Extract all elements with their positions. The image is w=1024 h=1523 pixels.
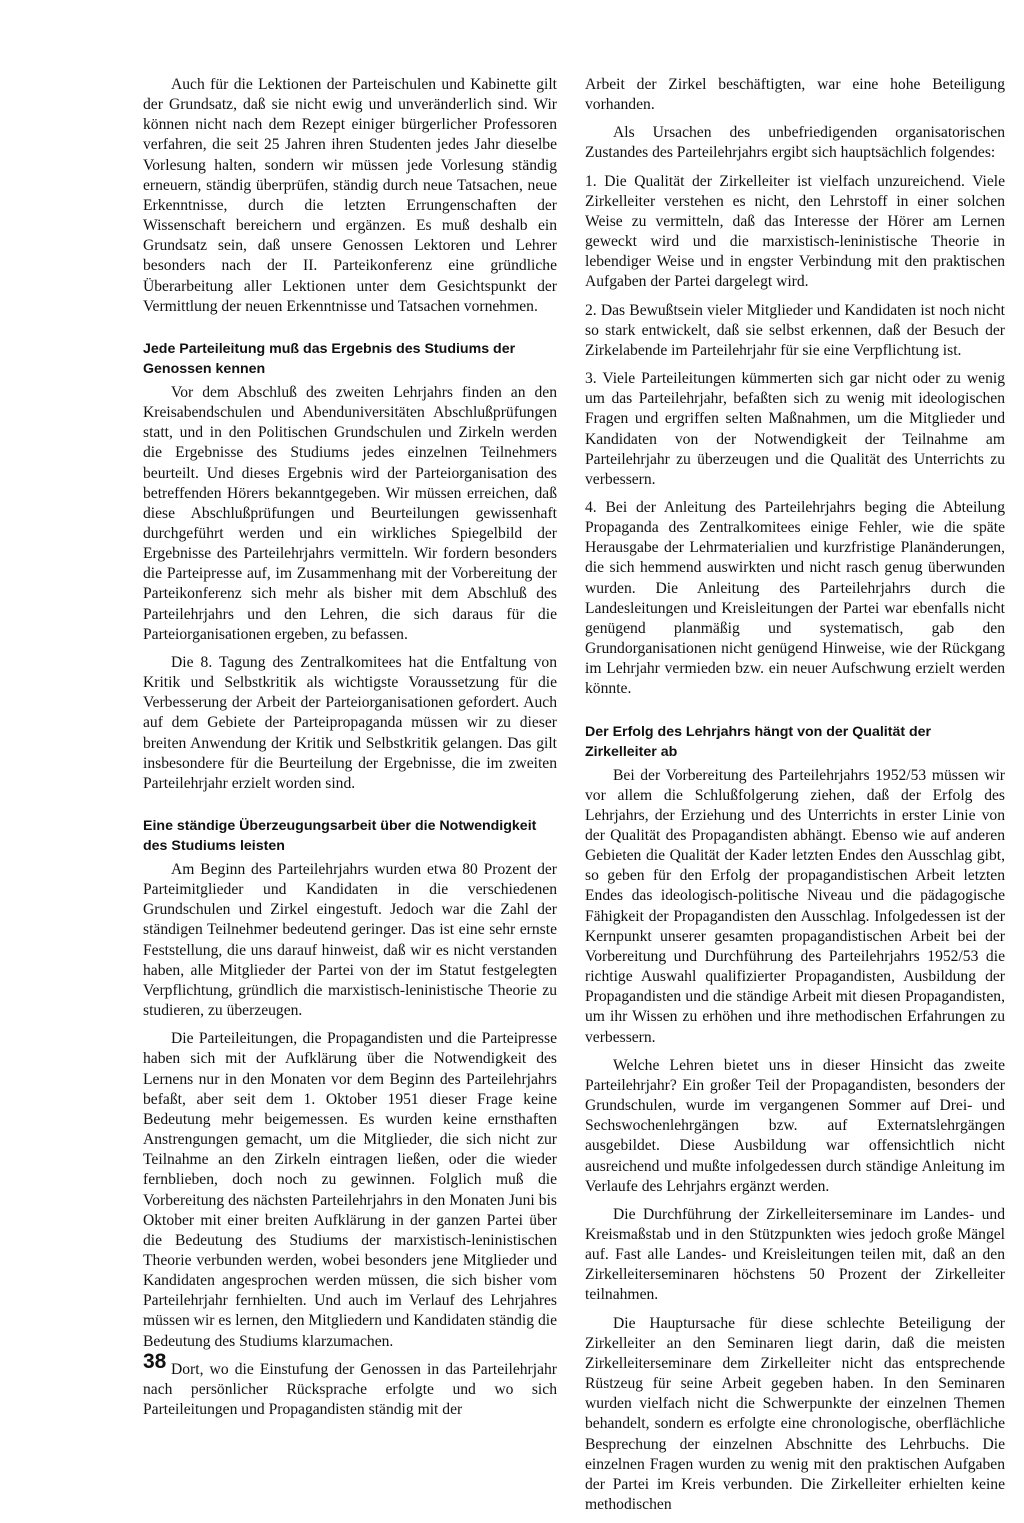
paragraph: Die 8. Tagung des Zentralkomitees hat die Entfaltung von Kritik und Selbstkritik als wichtigste Voraussetzung für die Verbesserung der Arbeit der Parteiorganisationen gefordert. Auch auf dem Gebiete der Parteipropaganda müssen wir zu dieser breiten Anwendung der Kritik und Selbstkritik gelangen. Das gilt insbesondere für die Beurteilung der Ergebnisse, die im zweiten Parteilehrjahr erzielt worden sind. bbox=[143, 653, 557, 792]
paragraph: Die Hauptursache für diese schlechte Beteiligung der Zirkelleiter an den Seminaren liegt darin, daß die meisten Zirkelleiterseminare dem Zirkelleiter nicht das entsprechende Rüstzeug für seine Arbeit gegeben haben. In den Seminaren wurden vielfach nicht die Schwerpunkte der einzelnen Themen behandelt, sondern es erfolgte eine chronologische, oberflächliche Besprechung der einzelnen Abschnitte des Lehrbuchs. Die einzelnen Fragen wurden zu wenig mit den praktischen Aufgaben der Partei im Kreis verbunden. Die Zirkelleiter erhielten keine methodischen bbox=[585, 1314, 1005, 1513]
paragraph: Welche Lehren bietet uns in dieser Hinsicht das zweite Parteilehrjahr? Ein großer Teil der Propagandisten, besonders der Grundschulen, wurde im vergangenen Sommer auf Drei- und Sechswochenlehrgängen bzw. auf Externatslehrgängen ausgebildet. Diese Ausbildung war offensichtlich nicht ausreichend und mußte infolgedessen durch ständige Anleitung im Verlaufe des Lehrjahrs ergänzt werden. bbox=[585, 1056, 1005, 1195]
list-item: 4. Bei der Anleitung des Parteilehrjahrs beging die Abteilung Propaganda des Zentralkomitees einige Fehler, wie die späte Herausgabe der Lehrmaterialien und kurzfristige Planänderungen, die sich hemmend auswirkten und nicht rasch genug überwunden wurden. Die Anleitung des Parteilehrjahrs durch die Landesleitungen und Kreisleitungen der Partei war ebenfalls nicht genügend planmäßig und systematisch, gab den Grundorganisationen nicht genügend Hinweise, wie der Rückgang im Lehrjahr vermieden bzw. ein neuer Aufschwung erzielt werden könnte. bbox=[585, 498, 1005, 698]
paragraph: Bei der Vorbereitung des Parteilehrjahrs 1952/53 müssen wir vor allem die Schlußfolgerung ziehen, daß der Erfolg des Lehrjahrs, der Erziehung und des Unterrichts in erster Linie von der Qualität des Propagandisten abhängt. Ebenso wie auf anderen Gebieten die Qualität der Kader letzten Endes den Ausschlag gibt, so geben für den Erfolg der propagandistischen Arbeit letzten Endes das ideologisch-politische Niveau und die pädagogische Fähigkeit der Propagandisten den Ausschlag. Infolgedessen ist der Kernpunkt unserer gesamten propagandistischen Arbeit bei der Vorbereitung und Durchführung des Parteilehrjahrs 1952/53 die richtige Auswahl qualifizierter Propagandisten, Ausbildung der Propagandisten und die ständige Arbeit mit diesen Propagandisten, um ihr Wissen zu erhöhen und ihre methodischen Erfahrungen zu verbessern. bbox=[585, 766, 1005, 1046]
paragraph: Vor dem Abschluß des zweiten Lehrjahrs finden an den Kreisabendschulen und Abenduniversitäten Abschlußprüfungen statt, und in den Politischen Grundschulen und Zirkeln werden die Ergebnisse des Studiums jedes einzelnen Teilnehmers beurteilt. Und dieses Ergebnis wird der Parteiorganisation des betreffenden Hörers bekanntgegeben. Wir müssen erreichen, daß diese Abschlußprüfungen und Beurteilungen gewissenhaft durchgeführt werden und ein wirkliches Spiegelbild der Ergebnisse des Parteilehrjahrs vermitteln. Wir fordern besonders die Parteipresse auf, im Zusammenhang mit der Vorbereitung der Parteikonferenz sich mehr als bisher mit dem Abschluß des Parteilehrjahrs und den Lehren, die sich daraus für die Parteiorganisationen ergeben, zu befassen. bbox=[143, 383, 557, 643]
paragraph: Arbeit der Zirkel beschäftigten, war eine hohe Beteiligung vorhanden. bbox=[585, 76, 1005, 114]
paragraph: Die Parteileitungen, die Propagandisten und die Parteipresse haben sich mit der Aufklärung über die Notwendigkeit des Lernens nur in den Monaten vor dem Beginn des Parteilehrjahrs befaßt, aber seit dem 1. Oktober 1951 dieser Frage keine Bedeutung mehr beigemessen. Es wurden keine ernsthaften Anstrengungen gemacht, um die Mitglieder, die sich nicht zur Teilnahme an den Zirkeln eintragen ließen, oder die wieder fernblieben, doch noch zu gewinnen. Folglich muß die Vorbereitung des nächsten Parteilehrjahrs in den Monaten Juni bis Oktober mit einer breiten Aufklärung in der ganzen Partei über die Bedeutung des Studiums der marxistisch-leninistischen Theorie verbunden werden, wobei besonders jene Mitglieder und Kandidaten angesprochen werden müssen, die sich bisher vom Parteilehrjahr fernhielten. Und auch im Verlauf des Lehrjahres müssen wir es lernen, den Mitgliedern und Kandidaten ständig die Bedeutung des Studiums klarzumachen. bbox=[143, 1030, 558, 1350]
list-item: 3. Viele Parteileitungen kümmerten sich gar nicht oder zu wenig um das Parteilehrjahr, befaßten sich zu wenig mit ideologischen Fragen und ergriffen selten Maßnahmen, um die Mitglieder und Kandidaten von der Notwendigkeit der Teilnahme am Parteilehrjahr zu überzeugen und die Qualität des Unterrichts zu verbessern. bbox=[585, 370, 1005, 488]
paragraph: Die Durchführung der Zirkelleiterseminare im Landes- und Kreismaßstab und in den Stützpunkten wies jedoch große Mängel auf. Fast alle Landes- und Kreisleitungen teilen mit, daß an den Zirkelleiterseminaren höchstens 50 Prozent der Zirkelleiter teilnahmen. bbox=[585, 1205, 1005, 1304]
section-heading: Jede Parteileitung muß das Ergebnis des Studiums der Genossen kennen bbox=[143, 340, 516, 377]
list-item: 2. Das Bewußtsein vieler Mitglieder und Kandidaten ist noch nicht so stark entwickelt, daß sie selbst erkennen, daß der Besuch der Zirkelabende im Parteilehrjahr für sie eine Verpflichtung ist. bbox=[585, 301, 1005, 359]
section-heading: Der Erfolg des Lehrjahrs hängt von der Qualität der Zirkelleiter ab bbox=[585, 723, 932, 760]
paragraph: Als Ursachen des unbefriedigenden organisatorischen Zustandes des Parteilehrjahrs ergibt sich hauptsächlich folgendes: bbox=[585, 124, 1005, 162]
page-number: 38 bbox=[143, 1350, 167, 1373]
right-column bbox=[585, 75, 1005, 1523]
paragraph: Dort, wo die Einstufung der Genossen in das Parteilehrjahr nach persönlicher Rücksprache erfolgte und wo sich Parteileitungen und Propagandisten ständig mit der bbox=[143, 1360, 557, 1419]
list-item: 1. Die Qualität der Zirkelleiter ist vielfach unzureichend. Viele Zirkelleiter verstehen es nicht, den Lehrstoff in einer solchen Weise zu vermitteln, daß das Interesse der Hörer am Lernen geweckt wird und die marxistisch-leninistische Theorie in lebendiger Weise und in engster Verbindung mit den praktischen Aufgaben der Partei dargelegt wird. bbox=[585, 172, 1005, 291]
left-column bbox=[143, 75, 557, 1428]
section-heading: Eine ständige Überzeugungsarbeit über die Notwendigkeit des Studiums leisten bbox=[143, 818, 537, 854]
paragraph: Auch für die Lektionen der Parteischulen und Kabinette gilt der Grundsatz, daß sie nicht ewig und unveränderlich sind. Wir können nicht nach dem Rezept einiger bürgerlicher Professoren verfahren, die seit 25 Jahren ihren Studenten jedes Jahr dieselbe Vorlesung halten, sondern wir müssen jede Vorlesung ständig erneuern, ständig überprüfen, ständig durch neue Tatsachen, neue Erkenntnisse, durch die letzten Errungenschaften der Wissenschaft bereichern und ergänzen. Es muß deshalb ein Grundsatz sein, daß unsere Genossen Lektoren und Lehrer besonders nach der II. Parteikonferenz eine gründliche Überarbeitung aller Lektionen unter dem Gesichtspunkt der Vermittlung der neuen Erkenntnisse und Tatsachen vornehmen. bbox=[143, 76, 557, 315]
paragraph: Am Beginn des Parteilehrjahrs wurden etwa 80 Prozent der Parteimitglieder und Kandidaten in die verschiedenen Grundschulen und Zirkel eingestuft. Jedoch war die Zahl der ständigen Teilnehmer bedeutend geringer. Das ist eine sehr ernste Feststellung, die uns darauf hinweist, daß wir es nicht verstanden haben, alle Mitglieder der Partei von der im Statut festgelegten Verpflichtung, gründlich die marxistisch-leninistische Theorie zu studieren, zu überzeugen. bbox=[143, 861, 557, 1020]
